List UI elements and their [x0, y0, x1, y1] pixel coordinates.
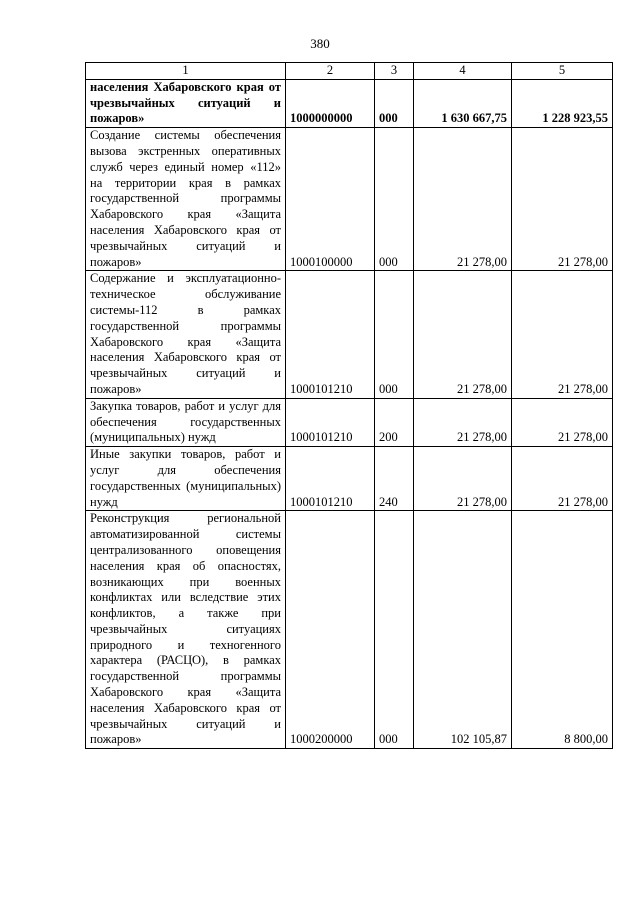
- page-number: 380: [310, 36, 330, 51]
- row-name: Закупка товаров, работ и услуг для обеспечения государственных (муниципальных) нужд: [86, 398, 286, 446]
- row-name: Иные закупки товаров, работ и услуг для обеспечения государственных (муниципальных) нужд: [86, 447, 286, 511]
- row-amount-4: 21 278,00: [414, 447, 512, 511]
- budget-table: [85, 62, 613, 749]
- row-code: 1000100000: [286, 128, 375, 271]
- row-code: 1000101210: [286, 398, 375, 446]
- row-code: 1000200000: [286, 511, 375, 749]
- table-row: [86, 511, 613, 749]
- column-header: 2: [286, 63, 375, 80]
- row-amount-4: 1 630 667,75: [414, 79, 512, 127]
- row-name: населения Хабаровского края от чрезвычайных ситуаций и пожаров»: [86, 79, 286, 127]
- column-header: 3: [375, 63, 414, 80]
- column-header: 1: [86, 63, 286, 80]
- table-row: [86, 271, 613, 398]
- row-type: 240: [375, 447, 414, 511]
- row-type: 000: [375, 271, 414, 398]
- row-name: Создание системы обеспечения вызова экстренных оперативных служб через единый номер «112» на территории края в рамках государственной программы Хабаровского края «Защита населения Хабаровского края от чрезвычайных ситуаций и пожаров»: [86, 128, 286, 271]
- table-header-row: [86, 63, 613, 80]
- row-amount-4: 102 105,87: [414, 511, 512, 749]
- row-amount-5: 21 278,00: [512, 271, 613, 398]
- row-name: Содержание и эксплуатационно-техническое обслуживание системы-112 в рамках государственной программы Хабаровского края «Защита населения Хабаровского края от чрезвычайных ситуаций и пожаров»: [86, 271, 286, 398]
- column-header: 4: [414, 63, 512, 80]
- row-code: 1000000000: [286, 79, 375, 127]
- row-type: 000: [375, 79, 414, 127]
- row-amount-4: 21 278,00: [414, 398, 512, 446]
- row-type: 200: [375, 398, 414, 446]
- row-name: Реконструкция региональной автоматизированной системы централизованного оповещения населения края об опасностях, возникающих при военных конфликтах или вследствие этих конфликтов, а также при чрезвычайных ситуациях природного и техногенного характера (РАСЦО), в рамках государственной программы Хабаровского края «Защита населения Хабаровского края от чрезвычайных ситуаций и пожаров»: [86, 511, 286, 749]
- row-amount-5: 1 228 923,55: [512, 79, 613, 127]
- row-amount-5: 21 278,00: [512, 447, 613, 511]
- row-amount-4: 21 278,00: [414, 271, 512, 398]
- row-amount-4: 21 278,00: [414, 128, 512, 271]
- table-row: [86, 447, 613, 511]
- column-header: 5: [512, 63, 613, 80]
- table-row: [86, 398, 613, 446]
- row-amount-5: 8 800,00: [512, 511, 613, 749]
- row-code: 1000101210: [286, 447, 375, 511]
- row-amount-5: 21 278,00: [512, 128, 613, 271]
- row-type: 000: [375, 511, 414, 749]
- row-code: 1000101210: [286, 271, 375, 398]
- table-row: [86, 128, 613, 271]
- row-amount-5: 21 278,00: [512, 398, 613, 446]
- table-row: [86, 79, 613, 127]
- row-type: 000: [375, 128, 414, 271]
